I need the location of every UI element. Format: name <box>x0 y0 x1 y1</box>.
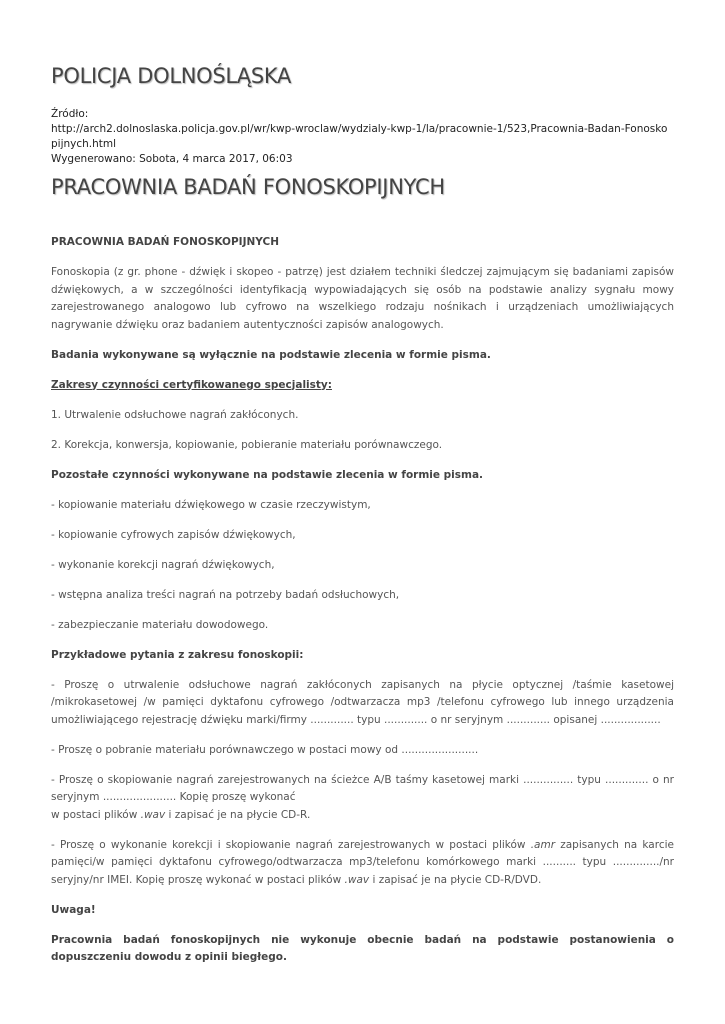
amr-extension: .amr <box>530 838 556 851</box>
question-3-line-1: - Proszę o skopiowanie nagrań zarejestrowanych na ścieżce A/B taśmy kasetowej marki ............... typu ............. o nr seryjnym ...................... Kopię proszę wykonać <box>51 773 674 803</box>
question-4-c: i zapisać je na płycie CD-R/DVD. <box>369 873 542 886</box>
warning-text: Pracownia badań fonoskopijnych nie wykonuje obecnie badań na podstawie postanowienia o dopuszczeniu dowodu z opinii biegłego. <box>51 933 674 963</box>
wav-extension-2: .wav <box>344 873 370 886</box>
question-2: - Proszę o pobranie materiału porównawczego w postaci mowy od ....................... <box>51 743 479 756</box>
other-activity-3: - wykonanie korekcji nagrań dźwiękowych, <box>51 558 275 571</box>
question-4 <box>51 837 674 890</box>
other-activity-2: - kopiowanie cyfrowych zapisów dźwiękowych, <box>51 528 296 541</box>
questions-heading: Przykładowe pytania z zakresu fonoskopii: <box>51 648 304 661</box>
question-3-line-2-a: w postaci plików <box>51 808 141 821</box>
article-content <box>51 234 674 979</box>
question-4-a: - Proszę o wykonanie korekcji i skopiowanie nagrań zarejestrowanych w postaci plików <box>51 838 531 851</box>
other-activity-4: - wstępna analiza treści nagrań na potrzeby badań odsłuchowych, <box>51 588 400 601</box>
intro-paragraph: Fonoskopia (z gr. phone - dźwięk i skopeo - patrzę) jest działem techniki śledczej zajmującym się badaniami zapisów dźwiękowych, a w szczególności identyfikacją wypowiadających się osób na podstawie analizy sygnału mowy zarejestrowanego analogowo lub cyfrowo na wszelkiego rodzaju nośnikach i urządzeniach umożliwiających nagrywanie dźwięku oraz badaniem autentyczności zapisów analogowych. <box>51 266 674 331</box>
source-meta <box>51 107 674 167</box>
order-note: Badania wykonywane są wyłącznie na podstawie zlecenia w formie pisma. <box>51 348 491 361</box>
scope-item-2: 2. Korekcja, konwersja, kopiowanie, pobieranie materiału porównawczego. <box>51 438 443 451</box>
scope-heading: Zakresy czynności certyfikowanego specjalisty: <box>51 378 332 391</box>
question-4-b: zapisanych na karcie pamięci/w pamięci dyktafonu cyfrowego/odtwarzacza mp3/telefonu komórkowego marki .......... typu ............../nr seryjny/nr IMEI. Kopię proszę wykonać w postaci plików <box>51 838 674 886</box>
generated-date: Wygenerowano: Sobota, 4 marca 2017, 06:03 <box>51 153 293 165</box>
scope-item-1: 1. Utrwalenie odsłuchowe nagrań zakłóconych. <box>51 408 299 421</box>
article-title: PRACOWNIA BADAŃ FONOSKOPIJNYCH <box>51 175 445 199</box>
other-activities-heading: Pozostałe czynności wykonywane na podstawie zlecenia w formie pisma. <box>51 468 484 481</box>
question-3-line-2-b: i zapisać je na płycie CD-R. <box>165 808 311 821</box>
warning-label: Uwaga! <box>51 903 96 916</box>
site-title: POLICJA DOLNOŚLĄSKA <box>51 64 292 88</box>
source-url[interactable]: http://arch2.dolnoslaska.policja.gov.pl/wr/kwp-wroclaw/wydzialy-kwp-1/la/pracownie-1/523,Pracownia-Badan-Fonoskopijnych.html <box>51 123 668 150</box>
other-activity-5: - zabezpieczanie materiału dowodowego. <box>51 618 269 631</box>
other-activity-1: - kopiowanie materiału dźwiękowego w czasie rzeczywistym, <box>51 498 371 511</box>
question-3 <box>51 772 674 825</box>
article-subtitle: PRACOWNIA BADAŃ FONOSKOPIJNYCH <box>51 236 279 248</box>
source-label: Źródło: <box>51 108 89 120</box>
wav-extension: .wav <box>140 808 166 821</box>
question-1: - Proszę o utrwalenie odsłuchowe nagrań zakłóconych zapisanych na płycie optycznej /taśmie kasetowej /mikrokasetowej /w pamięci dyktafonu cyfrowego /odtwarzacza mp3 /telefonu cyfrowego lub innego urządzenia umożliwiającego rejestrację dźwięku marki/firmy ............. typu ............. o nr seryjnym ............. opisanej .................. <box>51 678 674 726</box>
